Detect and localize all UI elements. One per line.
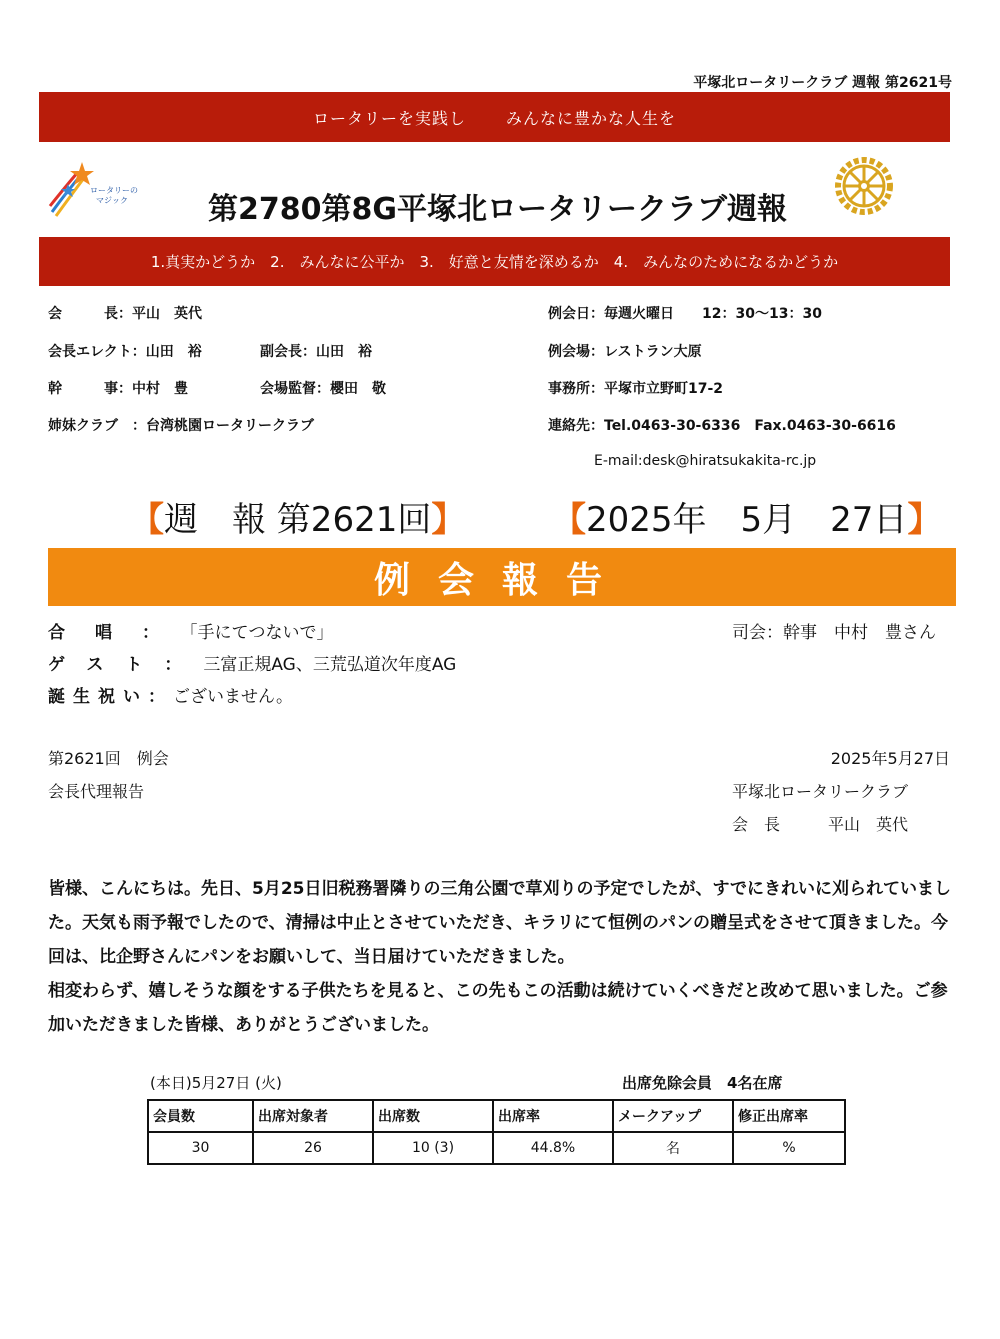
- rotary-magic-logo: [48, 160, 148, 220]
- issue-date: [552, 492, 941, 541]
- guest-value: 三富正規AG、三荒弘道次年度AG: [203, 655, 457, 675]
- venue-label: 例会場：: [548, 344, 604, 360]
- president-value: 平山 英代: [132, 306, 202, 322]
- birthday-label: 誕生祝い：: [48, 687, 173, 707]
- report-paragraph-2: 相変わらず、嬉しそうな顔をする子供たちを見ると、この先もこの活動は続けていくべきだと改めて思いました。ご参加いただきました皆様、ありがとうございました。: [48, 981, 948, 1035]
- song-value: 「手にてつないで」: [189, 623, 334, 643]
- elect-value: 山田 裕: [145, 344, 202, 360]
- newsletter-reference: 平塚北ロータリークラブ 週報 第2621号: [693, 75, 952, 91]
- vice-value: 山田 裕: [316, 344, 372, 360]
- report-subject: 会長代理報告: [48, 782, 145, 801]
- elect-row: [48, 341, 202, 361]
- value-attended: 10 (3): [373, 1132, 493, 1164]
- vice-label: 副会長：: [260, 344, 316, 360]
- issue-number: [130, 492, 465, 541]
- bracket-open: 【: [552, 500, 586, 540]
- attendance-header-row: [148, 1100, 845, 1132]
- guest-row: [48, 650, 456, 675]
- sister-label: 姉妹クラブ ：: [48, 418, 146, 434]
- email-link[interactable]: E-mail:desk@hiratsukakita-rc.jp: [594, 453, 817, 469]
- rotary-wheel-icon: [834, 156, 894, 216]
- logo-text-2: マジック: [96, 196, 128, 205]
- office-value: 平塚市立野町17-2: [604, 381, 724, 397]
- bracket-close: 】: [907, 500, 942, 540]
- contact-value: Tel.0463-30-6336 Fax.0463-30-6616: [604, 418, 896, 434]
- value-adjusted-rate: %: [733, 1132, 845, 1164]
- sergeant-row: [260, 378, 386, 398]
- secretary-row: [48, 378, 188, 398]
- song-label: 合唱：: [48, 623, 189, 643]
- value-makeup: 名: [613, 1132, 733, 1164]
- song-row: [48, 618, 334, 643]
- section-title: 例会報告: [48, 548, 956, 606]
- office-label: 事務所：: [548, 381, 604, 397]
- report-club: 平塚北ロータリークラブ: [732, 782, 909, 801]
- secretary-value: 中村 豊: [132, 381, 188, 397]
- header-attended: 出席数: [373, 1100, 493, 1132]
- birthday-row: [48, 682, 293, 707]
- report-body: [48, 872, 958, 1042]
- issue-number-text: 週 報 第2621回: [164, 500, 432, 540]
- report-paragraph-1: 皆様、こんにちは。先日、5月25日旧税務署隣りの三角公園で草刈りの予定でしたが、すでにきれいに刈られていました。天気も雨予報でしたので、清掃は中止とさせていただき、キラリにて恒例のパンの贈呈式をさせて頂きました。今回は、比企野さんにパンをお願いして、当日届けていただきました。: [48, 879, 951, 967]
- header-eligible: 出席対象者: [253, 1100, 373, 1132]
- contact-label: 連絡先：: [548, 418, 604, 434]
- birthday-value: ございません。: [173, 687, 294, 707]
- header-rate: 出席率: [493, 1100, 613, 1132]
- contact-row: [548, 415, 896, 435]
- meeting-day-value: 毎週火曜日 12：30～13：30: [604, 306, 822, 322]
- president-label: 会 長：: [48, 306, 132, 322]
- header-members: 会員数: [148, 1100, 253, 1132]
- sister-club-row: [48, 415, 314, 435]
- venue-value: レストラン大原: [604, 344, 702, 360]
- sergeant-label: 会場監督：: [260, 381, 330, 397]
- report-author: 会 長 平山 英代: [732, 815, 909, 834]
- slogan-right: みんなに豊かな人生を: [506, 108, 677, 128]
- issue-date-text: 2025年 5月 27日: [586, 500, 908, 540]
- value-members: 30: [148, 1132, 253, 1164]
- president-row: [48, 303, 202, 323]
- sister-value: 台湾桃園ロータリークラブ: [146, 418, 314, 434]
- bracket-open: 【: [130, 500, 164, 540]
- four-way-test-banner: 1.真実かどうか 2. みんなに公平か 3. 好意と友情を深めるか 4. みんなのためになるかどうか: [39, 237, 950, 286]
- value-eligible: 26: [253, 1132, 373, 1164]
- meeting-day-row: [548, 303, 822, 323]
- sergeant-value: 櫻田 敬: [330, 381, 386, 397]
- bracket-close: 】: [431, 500, 466, 540]
- header-makeup: メークアップ: [613, 1100, 733, 1132]
- meeting-number: 第2621回 例会: [48, 749, 169, 768]
- attendance-value-row: [148, 1132, 845, 1164]
- secretary-label: 幹 事：: [48, 381, 132, 397]
- value-rate: 44.8%: [493, 1132, 613, 1164]
- attendance-table: [147, 1099, 846, 1165]
- office-row: [548, 378, 723, 398]
- meeting-day-label: 例会日：: [548, 306, 604, 322]
- venue-row: [548, 341, 702, 361]
- attendance-exempt: 出席免除会員 4名在席: [622, 1074, 783, 1092]
- slogan-left: ロータリーを実践し: [312, 108, 466, 128]
- guest-label: ゲスト：: [48, 655, 204, 675]
- attendance-day: (本日)5月27日 (火): [150, 1074, 282, 1092]
- report-date: 2025年5月27日: [830, 749, 950, 768]
- header-adjusted-rate: 修正出席率: [733, 1100, 845, 1132]
- logo-text-1: ロータリーの: [90, 186, 138, 195]
- page-title: 第2780第8G平塚北ロータリークラブ週報: [208, 192, 787, 227]
- elect-label: 会長エレクト：: [48, 344, 146, 360]
- vice-row: [260, 341, 372, 361]
- slogan-banner: [39, 92, 950, 142]
- mc: 司会：幹事 中村 豊さん: [732, 623, 936, 643]
